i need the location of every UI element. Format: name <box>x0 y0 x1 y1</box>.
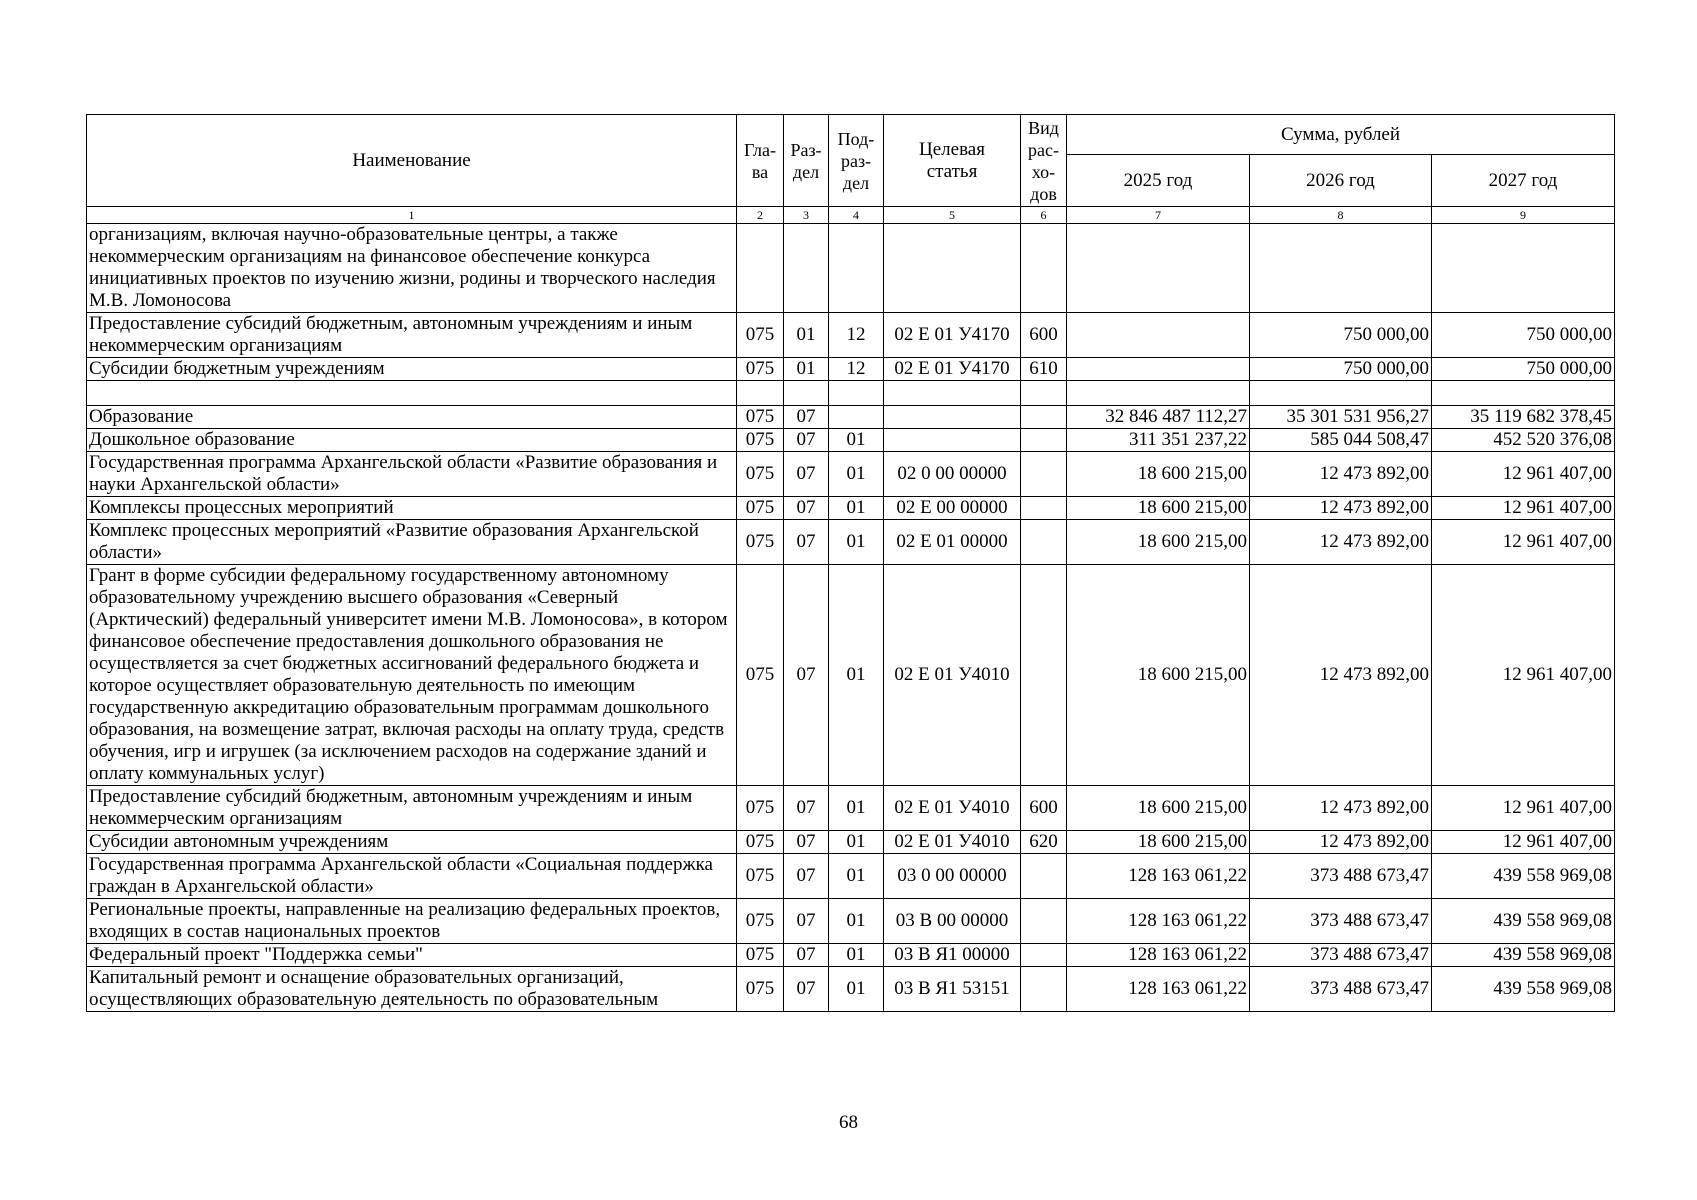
row-podrazdel: 01 <box>829 565 884 786</box>
row-expense-type <box>1021 497 1067 520</box>
row-sum-2026: 373 488 673,47 <box>1250 854 1432 899</box>
row-sum-2026: 12 473 892,00 <box>1250 452 1432 497</box>
column-number: 6 <box>1021 207 1067 224</box>
row-expense-type <box>1021 452 1067 497</box>
table-row <box>87 520 1615 565</box>
row-expense-type: 600 <box>1021 313 1067 358</box>
row-sum-2026: 12 473 892,00 <box>1250 497 1432 520</box>
row-name <box>87 381 737 406</box>
row-sum-2026 <box>1250 381 1432 406</box>
row-sum-2026: 750 000,00 <box>1250 313 1432 358</box>
table-row <box>87 831 1615 854</box>
row-name: Комплексы процессных мероприятий <box>87 497 737 520</box>
row-name: Предоставление субсидий бюджетным, автономным учреждениям и иным некоммерческим организациям <box>87 313 737 358</box>
row-razdel: 07 <box>784 452 829 497</box>
row-sum-2027: 12 961 407,00 <box>1432 497 1615 520</box>
row-sum-2025: 18 600 215,00 <box>1067 520 1250 565</box>
header-glava: Гла- ва <box>737 115 784 207</box>
row-sum-2027: 750 000,00 <box>1432 358 1615 381</box>
table-row <box>87 497 1615 520</box>
row-name: Государственная программа Архангельской области «Развитие образования и науки Архангельской области» <box>87 452 737 497</box>
row-glava: 075 <box>737 429 784 452</box>
row-sum-2025 <box>1067 224 1250 313</box>
row-sum-2025: 128 163 061,22 <box>1067 967 1250 1012</box>
table-row <box>87 854 1615 899</box>
row-sum-2027 <box>1432 224 1615 313</box>
row-name: Федеральный проект "Поддержка семьи" <box>87 944 737 967</box>
table-row <box>87 406 1615 429</box>
row-target-article <box>884 381 1021 406</box>
row-sum-2027: 12 961 407,00 <box>1432 520 1615 565</box>
row-expense-type: 610 <box>1021 358 1067 381</box>
row-target-article: 02 Е 01 У4010 <box>884 786 1021 831</box>
row-sum-2027: 439 558 969,08 <box>1432 899 1615 944</box>
row-sum-2026: 373 488 673,47 <box>1250 967 1432 1012</box>
row-podrazdel: 01 <box>829 497 884 520</box>
row-name: Дошкольное образование <box>87 429 737 452</box>
header-podrazdel: Под- раз- дел <box>829 115 884 207</box>
table-row <box>87 899 1615 944</box>
row-name: организациям, включая научно-образовательные центры, а также некоммерческим организациям на финансовое обеспечение конкурса инициативных проектов по изучению жизни, родины и творческого наследия М.В. Ломоносова <box>87 224 737 313</box>
table-row <box>87 358 1615 381</box>
row-sum-2027: 35 119 682 378,45 <box>1432 406 1615 429</box>
row-podrazdel: 01 <box>829 967 884 1012</box>
row-sum-2026: 12 473 892,00 <box>1250 565 1432 786</box>
row-name: Капитальный ремонт и оснащение образовательных организаций, осуществляющих образовательную деятельность по образовательным <box>87 967 737 1012</box>
row-expense-type: 600 <box>1021 786 1067 831</box>
row-glava: 075 <box>737 786 784 831</box>
row-razdel: 07 <box>784 497 829 520</box>
row-razdel: 07 <box>784 944 829 967</box>
row-podrazdel: 01 <box>829 899 884 944</box>
row-glava: 075 <box>737 497 784 520</box>
row-sum-2026: 585 044 508,47 <box>1250 429 1432 452</box>
row-sum-2025: 128 163 061,22 <box>1067 944 1250 967</box>
row-sum-2025 <box>1067 313 1250 358</box>
row-sum-2025 <box>1067 358 1250 381</box>
row-target-article <box>884 429 1021 452</box>
row-sum-2027: 12 961 407,00 <box>1432 831 1615 854</box>
row-podrazdel: 01 <box>829 854 884 899</box>
row-glava: 075 <box>737 406 784 429</box>
row-name: Государственная программа Архангельской области «Социальная поддержка граждан в Архангельской области» <box>87 854 737 899</box>
row-podrazdel <box>829 406 884 429</box>
table-row <box>87 786 1615 831</box>
row-sum-2027: 439 558 969,08 <box>1432 854 1615 899</box>
row-sum-2027: 750 000,00 <box>1432 313 1615 358</box>
row-sum-2025: 128 163 061,22 <box>1067 899 1250 944</box>
row-expense-type <box>1021 381 1067 406</box>
row-target-article: 02 Е 01 00000 <box>884 520 1021 565</box>
row-name: Субсидии автономным учреждениям <box>87 831 737 854</box>
table-row <box>87 224 1615 313</box>
row-razdel <box>784 224 829 313</box>
row-target-article: 02 Е 01 У4010 <box>884 831 1021 854</box>
row-sum-2027: 12 961 407,00 <box>1432 565 1615 786</box>
row-sum-2026: 35 301 531 956,27 <box>1250 406 1432 429</box>
row-glava: 075 <box>737 358 784 381</box>
row-podrazdel: 01 <box>829 520 884 565</box>
row-podrazdel: 01 <box>829 831 884 854</box>
row-razdel: 07 <box>784 899 829 944</box>
row-expense-type <box>1021 899 1067 944</box>
row-podrazdel: 01 <box>829 786 884 831</box>
row-sum-2026: 373 488 673,47 <box>1250 899 1432 944</box>
row-expense-type <box>1021 565 1067 786</box>
column-number: 1 <box>87 207 737 224</box>
row-sum-2025: 32 846 487 112,27 <box>1067 406 1250 429</box>
row-expense-type <box>1021 406 1067 429</box>
row-razdel: 07 <box>784 520 829 565</box>
page-number: 68 <box>839 1112 858 1133</box>
column-numbers-row <box>87 207 1615 224</box>
row-glava: 075 <box>737 854 784 899</box>
row-name: Региональные проекты, направленные на реализацию федеральных проектов, входящих в состав национальных проектов <box>87 899 737 944</box>
row-razdel: 07 <box>784 406 829 429</box>
row-razdel: 07 <box>784 786 829 831</box>
row-podrazdel <box>829 224 884 313</box>
row-podrazdel: 12 <box>829 358 884 381</box>
row-target-article <box>884 224 1021 313</box>
row-target-article: 02 0 00 00000 <box>884 452 1021 497</box>
row-sum-2025: 18 600 215,00 <box>1067 565 1250 786</box>
row-name: Грант в форме субсидии федеральному государственному автономному образовательному учреждению высшего образования «Северный (Арктический) федеральный университет имени М.В. Ломоносова», в котором финансовое обеспечение предоставления дошкольного образования не осуществляется за счет бюджетных ассигнований федерального бюджета и которое осуществляет образовательную деятельность по имеющим государственную аккредитацию образовательным программам дошкольного образования, на возмещение затрат, включая расходы на оплату труда, средств обучения, игр и игрушек (за исключением расходов на содержание зданий и оплату коммунальных услуг) <box>87 565 737 786</box>
row-expense-type <box>1021 429 1067 452</box>
row-expense-type <box>1021 224 1067 313</box>
row-target-article <box>884 406 1021 429</box>
row-sum-2025: 18 600 215,00 <box>1067 497 1250 520</box>
row-glava: 075 <box>737 452 784 497</box>
row-target-article: 02 Е 01 У4170 <box>884 313 1021 358</box>
column-number: 5 <box>884 207 1021 224</box>
row-podrazdel: 01 <box>829 452 884 497</box>
row-target-article: 02 Е 01 У4010 <box>884 565 1021 786</box>
row-sum-2025: 18 600 215,00 <box>1067 786 1250 831</box>
header-year-2027: 2027 год <box>1432 155 1615 207</box>
row-glava <box>737 224 784 313</box>
row-razdel: 07 <box>784 854 829 899</box>
row-podrazdel <box>829 381 884 406</box>
row-glava <box>737 381 784 406</box>
row-sum-2025: 18 600 215,00 <box>1067 452 1250 497</box>
row-razdel: 01 <box>784 313 829 358</box>
header-year-2025: 2025 год <box>1067 155 1250 207</box>
column-number: 2 <box>737 207 784 224</box>
row-sum-2027: 12 961 407,00 <box>1432 452 1615 497</box>
row-podrazdel: 01 <box>829 944 884 967</box>
header-name: Наименование <box>87 115 737 207</box>
table-row <box>87 967 1615 1012</box>
row-target-article: 03 В 00 00000 <box>884 899 1021 944</box>
row-sum-2027: 12 961 407,00 <box>1432 786 1615 831</box>
table-row <box>87 565 1615 786</box>
row-podrazdel: 01 <box>829 429 884 452</box>
row-sum-2025: 18 600 215,00 <box>1067 831 1250 854</box>
header-target-article: Целевая статья <box>884 115 1021 207</box>
row-razdel: 01 <box>784 358 829 381</box>
row-razdel: 07 <box>784 967 829 1012</box>
row-glava: 075 <box>737 831 784 854</box>
row-name: Субсидии бюджетным учреждениям <box>87 358 737 381</box>
row-sum-2026 <box>1250 224 1432 313</box>
column-number: 3 <box>784 207 829 224</box>
table-row <box>87 944 1615 967</box>
row-glava: 075 <box>737 899 784 944</box>
column-number: 8 <box>1250 207 1432 224</box>
budget-table <box>86 114 1615 1012</box>
row-sum-2026: 12 473 892,00 <box>1250 520 1432 565</box>
table-row <box>87 429 1615 452</box>
row-target-article: 03 В Я1 53151 <box>884 967 1021 1012</box>
row-razdel: 07 <box>784 429 829 452</box>
header-year-2026: 2026 год <box>1250 155 1432 207</box>
row-expense-type: 620 <box>1021 831 1067 854</box>
row-razdel: 07 <box>784 565 829 786</box>
table-header <box>87 115 1615 224</box>
row-razdel: 07 <box>784 831 829 854</box>
row-sum-2027: 439 558 969,08 <box>1432 944 1615 967</box>
row-sum-2025: 311 351 237,22 <box>1067 429 1250 452</box>
table-row <box>87 452 1615 497</box>
row-target-article: 02 Е 00 00000 <box>884 497 1021 520</box>
row-glava: 075 <box>737 967 784 1012</box>
column-number: 4 <box>829 207 884 224</box>
header-sum: Сумма, рублей <box>1067 115 1615 155</box>
row-name: Предоставление субсидий бюджетным, автономным учреждениям и иным некоммерческим организациям <box>87 786 737 831</box>
row-expense-type <box>1021 967 1067 1012</box>
row-sum-2027: 439 558 969,08 <box>1432 967 1615 1012</box>
table-body <box>87 224 1615 1012</box>
column-number: 7 <box>1067 207 1250 224</box>
row-expense-type <box>1021 854 1067 899</box>
row-expense-type <box>1021 944 1067 967</box>
table-row <box>87 381 1615 406</box>
row-sum-2026: 750 000,00 <box>1250 358 1432 381</box>
header-expense-type: Вид рас- хо- дов <box>1021 115 1067 207</box>
row-sum-2025: 128 163 061,22 <box>1067 854 1250 899</box>
row-podrazdel: 12 <box>829 313 884 358</box>
column-number: 9 <box>1432 207 1615 224</box>
row-target-article: 02 Е 01 У4170 <box>884 358 1021 381</box>
row-glava: 075 <box>737 520 784 565</box>
row-glava: 075 <box>737 565 784 786</box>
row-name: Комплекс процессных мероприятий «Развитие образования Архангельской области» <box>87 520 737 565</box>
row-target-article: 03 0 00 00000 <box>884 854 1021 899</box>
row-sum-2025 <box>1067 381 1250 406</box>
row-target-article: 03 В Я1 00000 <box>884 944 1021 967</box>
row-sum-2027: 452 520 376,08 <box>1432 429 1615 452</box>
row-expense-type <box>1021 520 1067 565</box>
header-razdel: Раз- дел <box>784 115 829 207</box>
row-razdel <box>784 381 829 406</box>
row-sum-2027 <box>1432 381 1615 406</box>
row-sum-2026: 12 473 892,00 <box>1250 831 1432 854</box>
row-sum-2026: 12 473 892,00 <box>1250 786 1432 831</box>
row-glava: 075 <box>737 313 784 358</box>
row-sum-2026: 373 488 673,47 <box>1250 944 1432 967</box>
row-glava: 075 <box>737 944 784 967</box>
table-row <box>87 313 1615 358</box>
row-name: Образование <box>87 406 737 429</box>
